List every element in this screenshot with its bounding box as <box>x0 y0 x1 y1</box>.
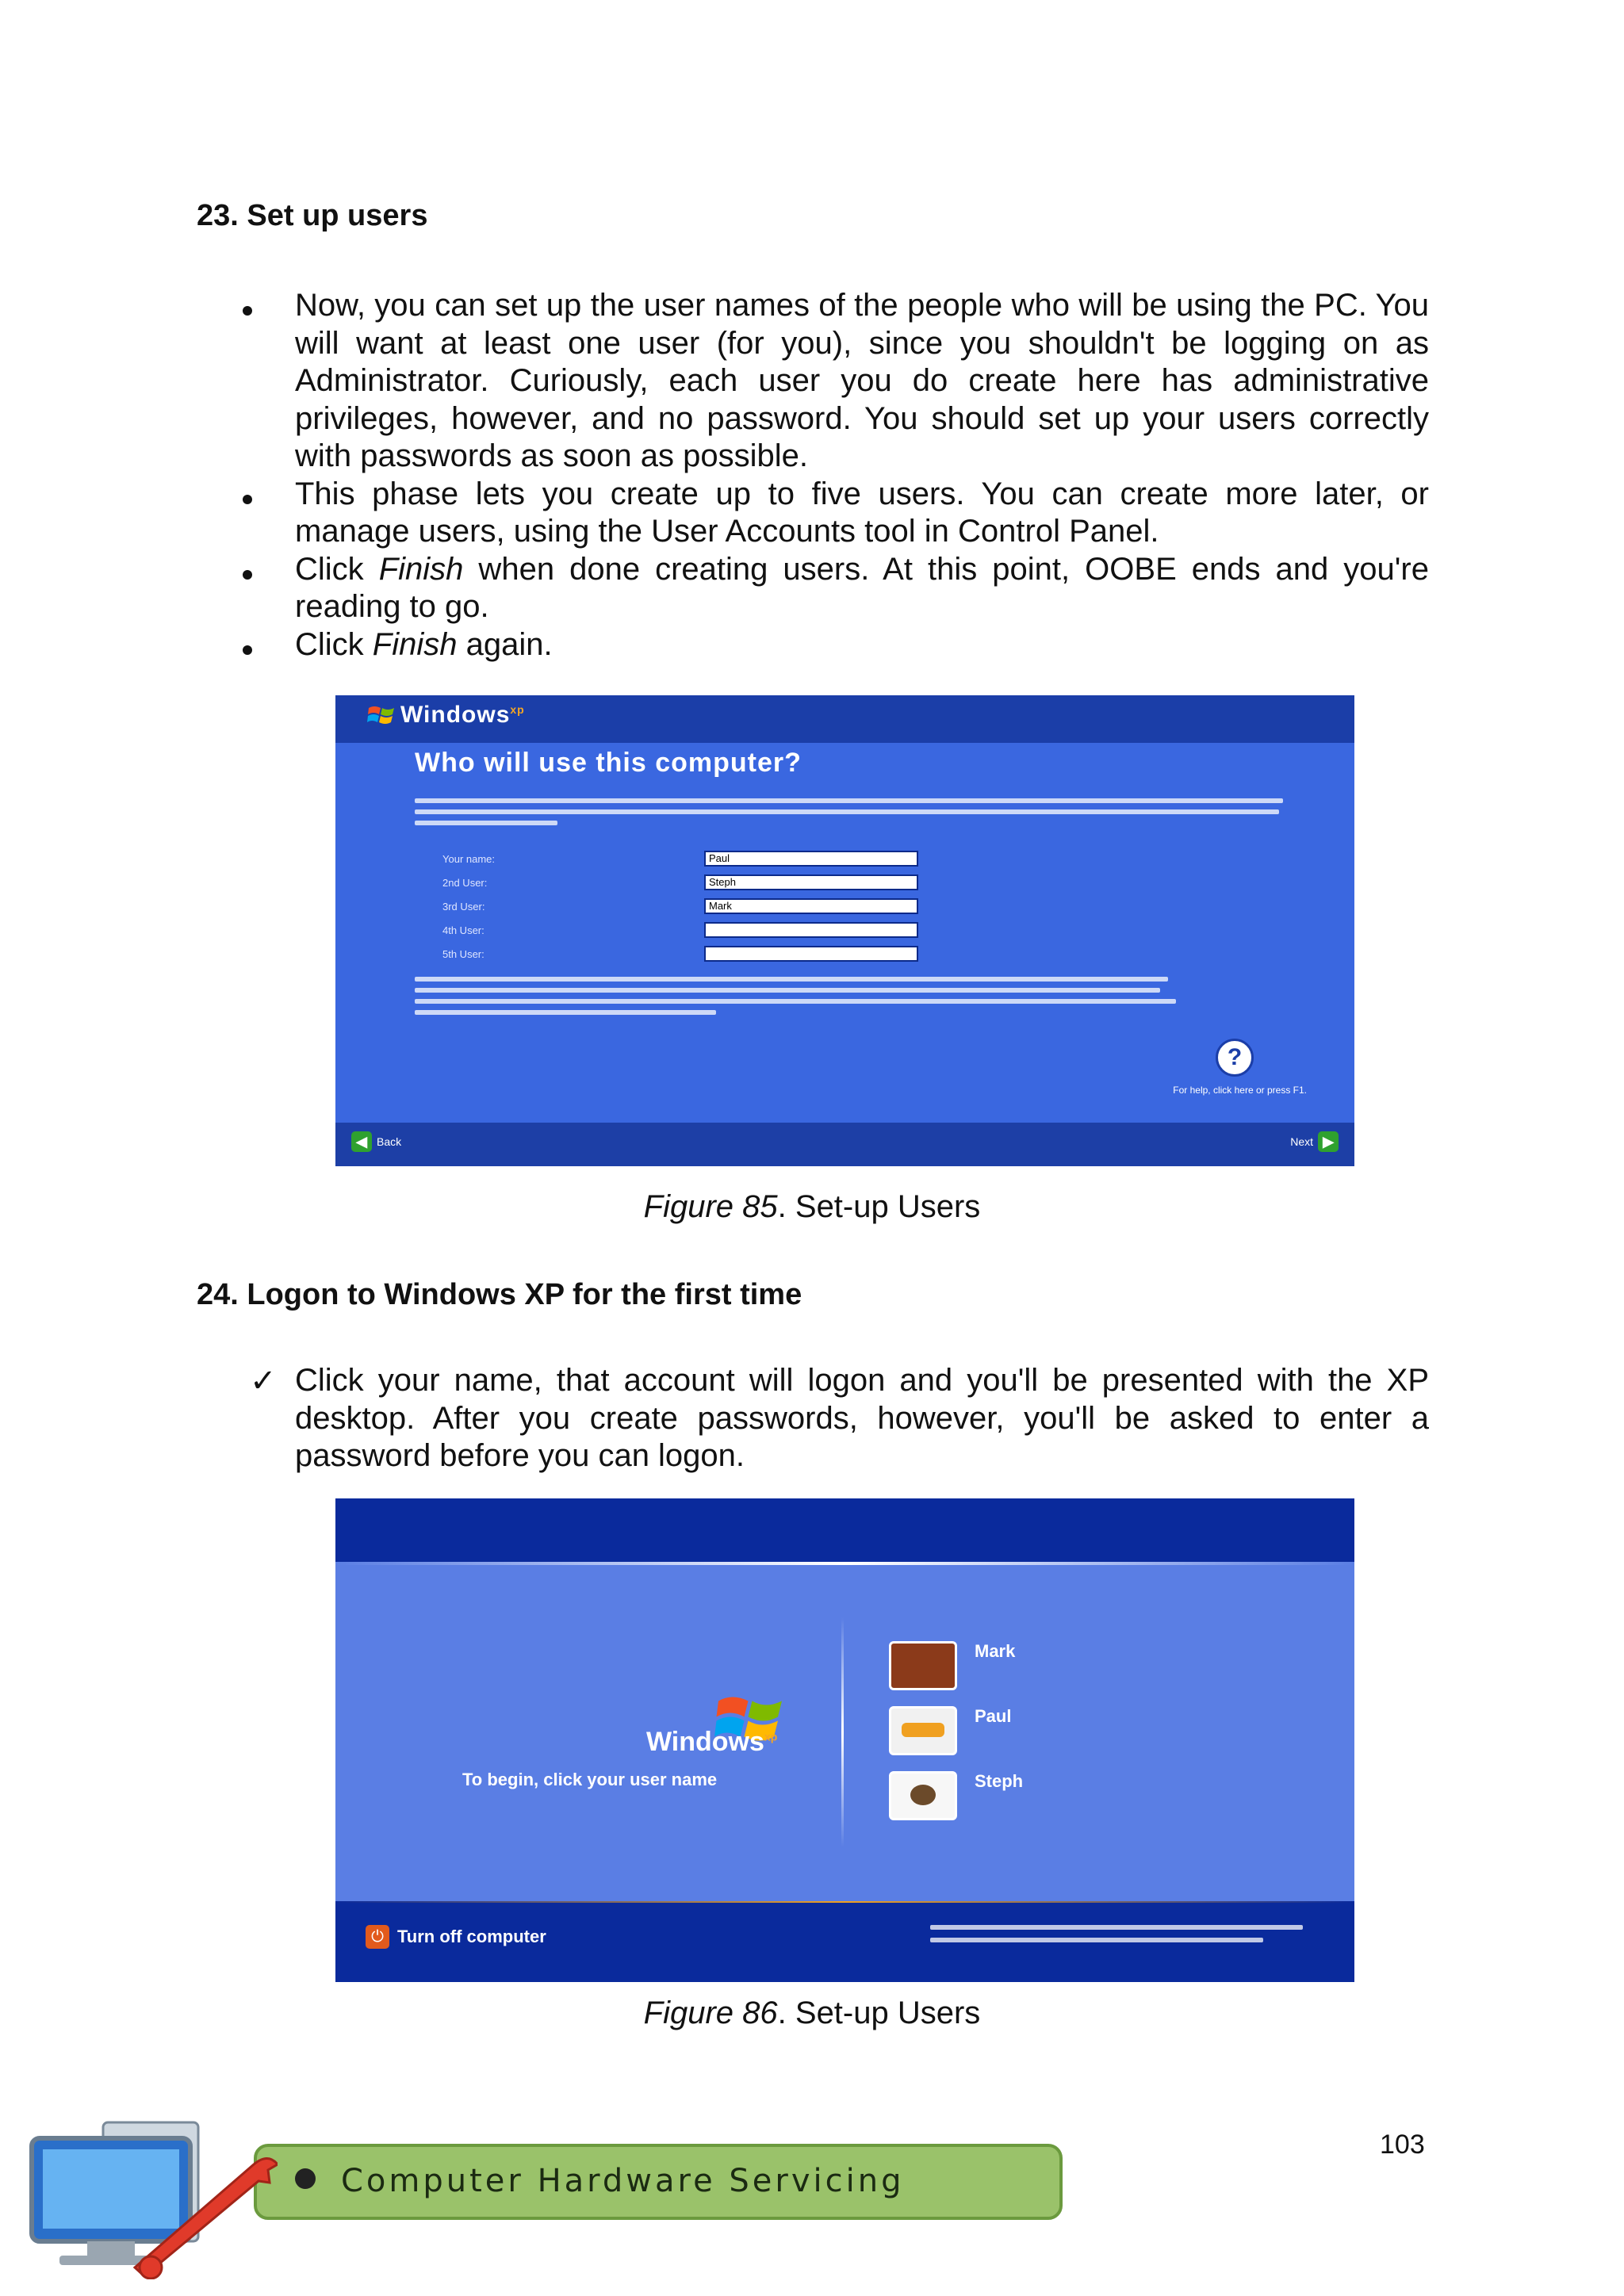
bullet-marker <box>236 476 259 514</box>
back-arrow-icon: ◀ <box>351 1131 372 1152</box>
help-icon[interactable]: ? <box>1216 1039 1254 1077</box>
user-name: Paul <box>975 1706 1012 1726</box>
caption-text: . Set-up Users <box>777 1189 981 1224</box>
top-separator <box>335 1562 1354 1565</box>
finish-term: Finish <box>378 551 464 587</box>
power-icon: ⏻ <box>366 1925 389 1949</box>
turn-off-button[interactable] <box>366 1925 546 1949</box>
section-23-bullet-list <box>236 287 1429 664</box>
page-number: 103 <box>1380 2130 1425 2160</box>
next-button[interactable] <box>1290 1130 1339 1154</box>
bullet-text: Now, you can set up the user names of the people who will be using the PC. You will want at least one user (for you), since you shouldn't be logging on as Administrator. Curiously, each user you do create here has administrative privileges, however, and no password. You should set up your users correctly with passwords as soon as possible. <box>295 288 1429 473</box>
next-label: Next <box>1290 1135 1313 1148</box>
user-5-field[interactable] <box>704 946 918 962</box>
bullet-marker <box>236 626 259 664</box>
info-text-blur <box>415 977 1208 1015</box>
back-label: Back <box>377 1135 402 1148</box>
user-tile-mark[interactable] <box>889 1641 1015 1690</box>
car-avatar-icon <box>889 1706 957 1755</box>
section-23-heading: 23. Set up users <box>197 199 428 232</box>
bullet-text-pre: Click <box>295 551 379 587</box>
field-label: Your name: <box>442 853 496 865</box>
figure-85-caption <box>0 1188 1624 1226</box>
computer-wrench-icon <box>16 2121 278 2279</box>
list-item <box>236 476 1429 551</box>
turn-off-label: Turn off computer <box>397 1927 546 1946</box>
section-24-text: Click your name, that account will logon and you'll be presented with the XP desktop. After you create passwords, however, you'll be asked to enter a password before you can logon. <box>295 1363 1429 1473</box>
bullet-marker <box>236 551 259 589</box>
begin-instruction: To begin, click your user name <box>462 1770 718 1789</box>
user-tile-steph[interactable] <box>889 1771 1023 1820</box>
section-24-heading: 24. Logon to Windows XP for the first time <box>197 1278 802 1311</box>
dog-avatar-icon <box>889 1771 957 1820</box>
user-name: Steph <box>975 1771 1024 1791</box>
field-label: 4th User: <box>442 924 485 936</box>
user-name: Mark <box>975 1641 1016 1661</box>
intro-text-blur <box>415 798 1287 825</box>
footer-dot-icon <box>295 2168 316 2189</box>
chess-avatar-icon <box>889 1641 957 1690</box>
checkmark-icon: ✓ <box>250 1364 277 1399</box>
vertical-separator <box>841 1617 844 1847</box>
user-4-field[interactable] <box>704 922 918 938</box>
list-item <box>236 551 1429 626</box>
accounts-note-blur <box>930 1925 1311 1942</box>
windows-logo-text: Windows$^{xp}$ <box>646 1727 778 1757</box>
list-item <box>236 626 1429 664</box>
dialog-title: Who will use this computer? <box>415 748 802 778</box>
xp-bottom-bar <box>335 1123 1354 1166</box>
user-2-field[interactable]: Steph <box>704 874 918 890</box>
finish-term: Finish <box>372 626 458 662</box>
windows-flag-icon <box>367 703 396 727</box>
figure-86-screenshot <box>335 1498 1354 1982</box>
field-label: 2nd User: <box>442 877 488 889</box>
xp-top-bar <box>335 1498 1354 1562</box>
caption-text: . Set-up Users <box>777 1996 981 2030</box>
figure-85-screenshot <box>335 695 1354 1166</box>
windows-logo-text: Windows$^{xp}$ <box>400 702 525 728</box>
bullet-text-post: when done creating users. At this point, OOBE ends and you're reading to go. <box>295 551 1430 624</box>
back-button[interactable] <box>351 1130 401 1154</box>
bullet-text: This phase lets you create up to five users. You can create more later, or manage users, using the User Accounts tool in Control Panel. <box>295 476 1429 549</box>
figure-label: Figure 86 <box>643 1996 778 2030</box>
bullet-text-pre: Click <box>295 626 373 662</box>
bullet-marker <box>236 287 259 325</box>
next-arrow-icon: ▶ <box>1318 1131 1339 1152</box>
list-item <box>236 287 1429 476</box>
figure-label: Figure 85 <box>643 1189 778 1224</box>
bullet-text-post: again. <box>457 626 553 662</box>
user-3-field[interactable]: Mark <box>704 898 918 914</box>
footer-title: Computer Hardware Servicing <box>341 2163 905 2199</box>
user-tile-paul[interactable] <box>889 1706 1011 1755</box>
field-label: 5th User: <box>442 948 485 960</box>
help-text: For help, click here or press F1. <box>1173 1085 1307 1096</box>
section-24-list-item <box>236 1362 1429 1475</box>
figure-86-caption <box>0 1994 1624 2032</box>
field-label: 3rd User: <box>442 901 485 913</box>
your-name-field[interactable]: Paul <box>704 851 918 867</box>
